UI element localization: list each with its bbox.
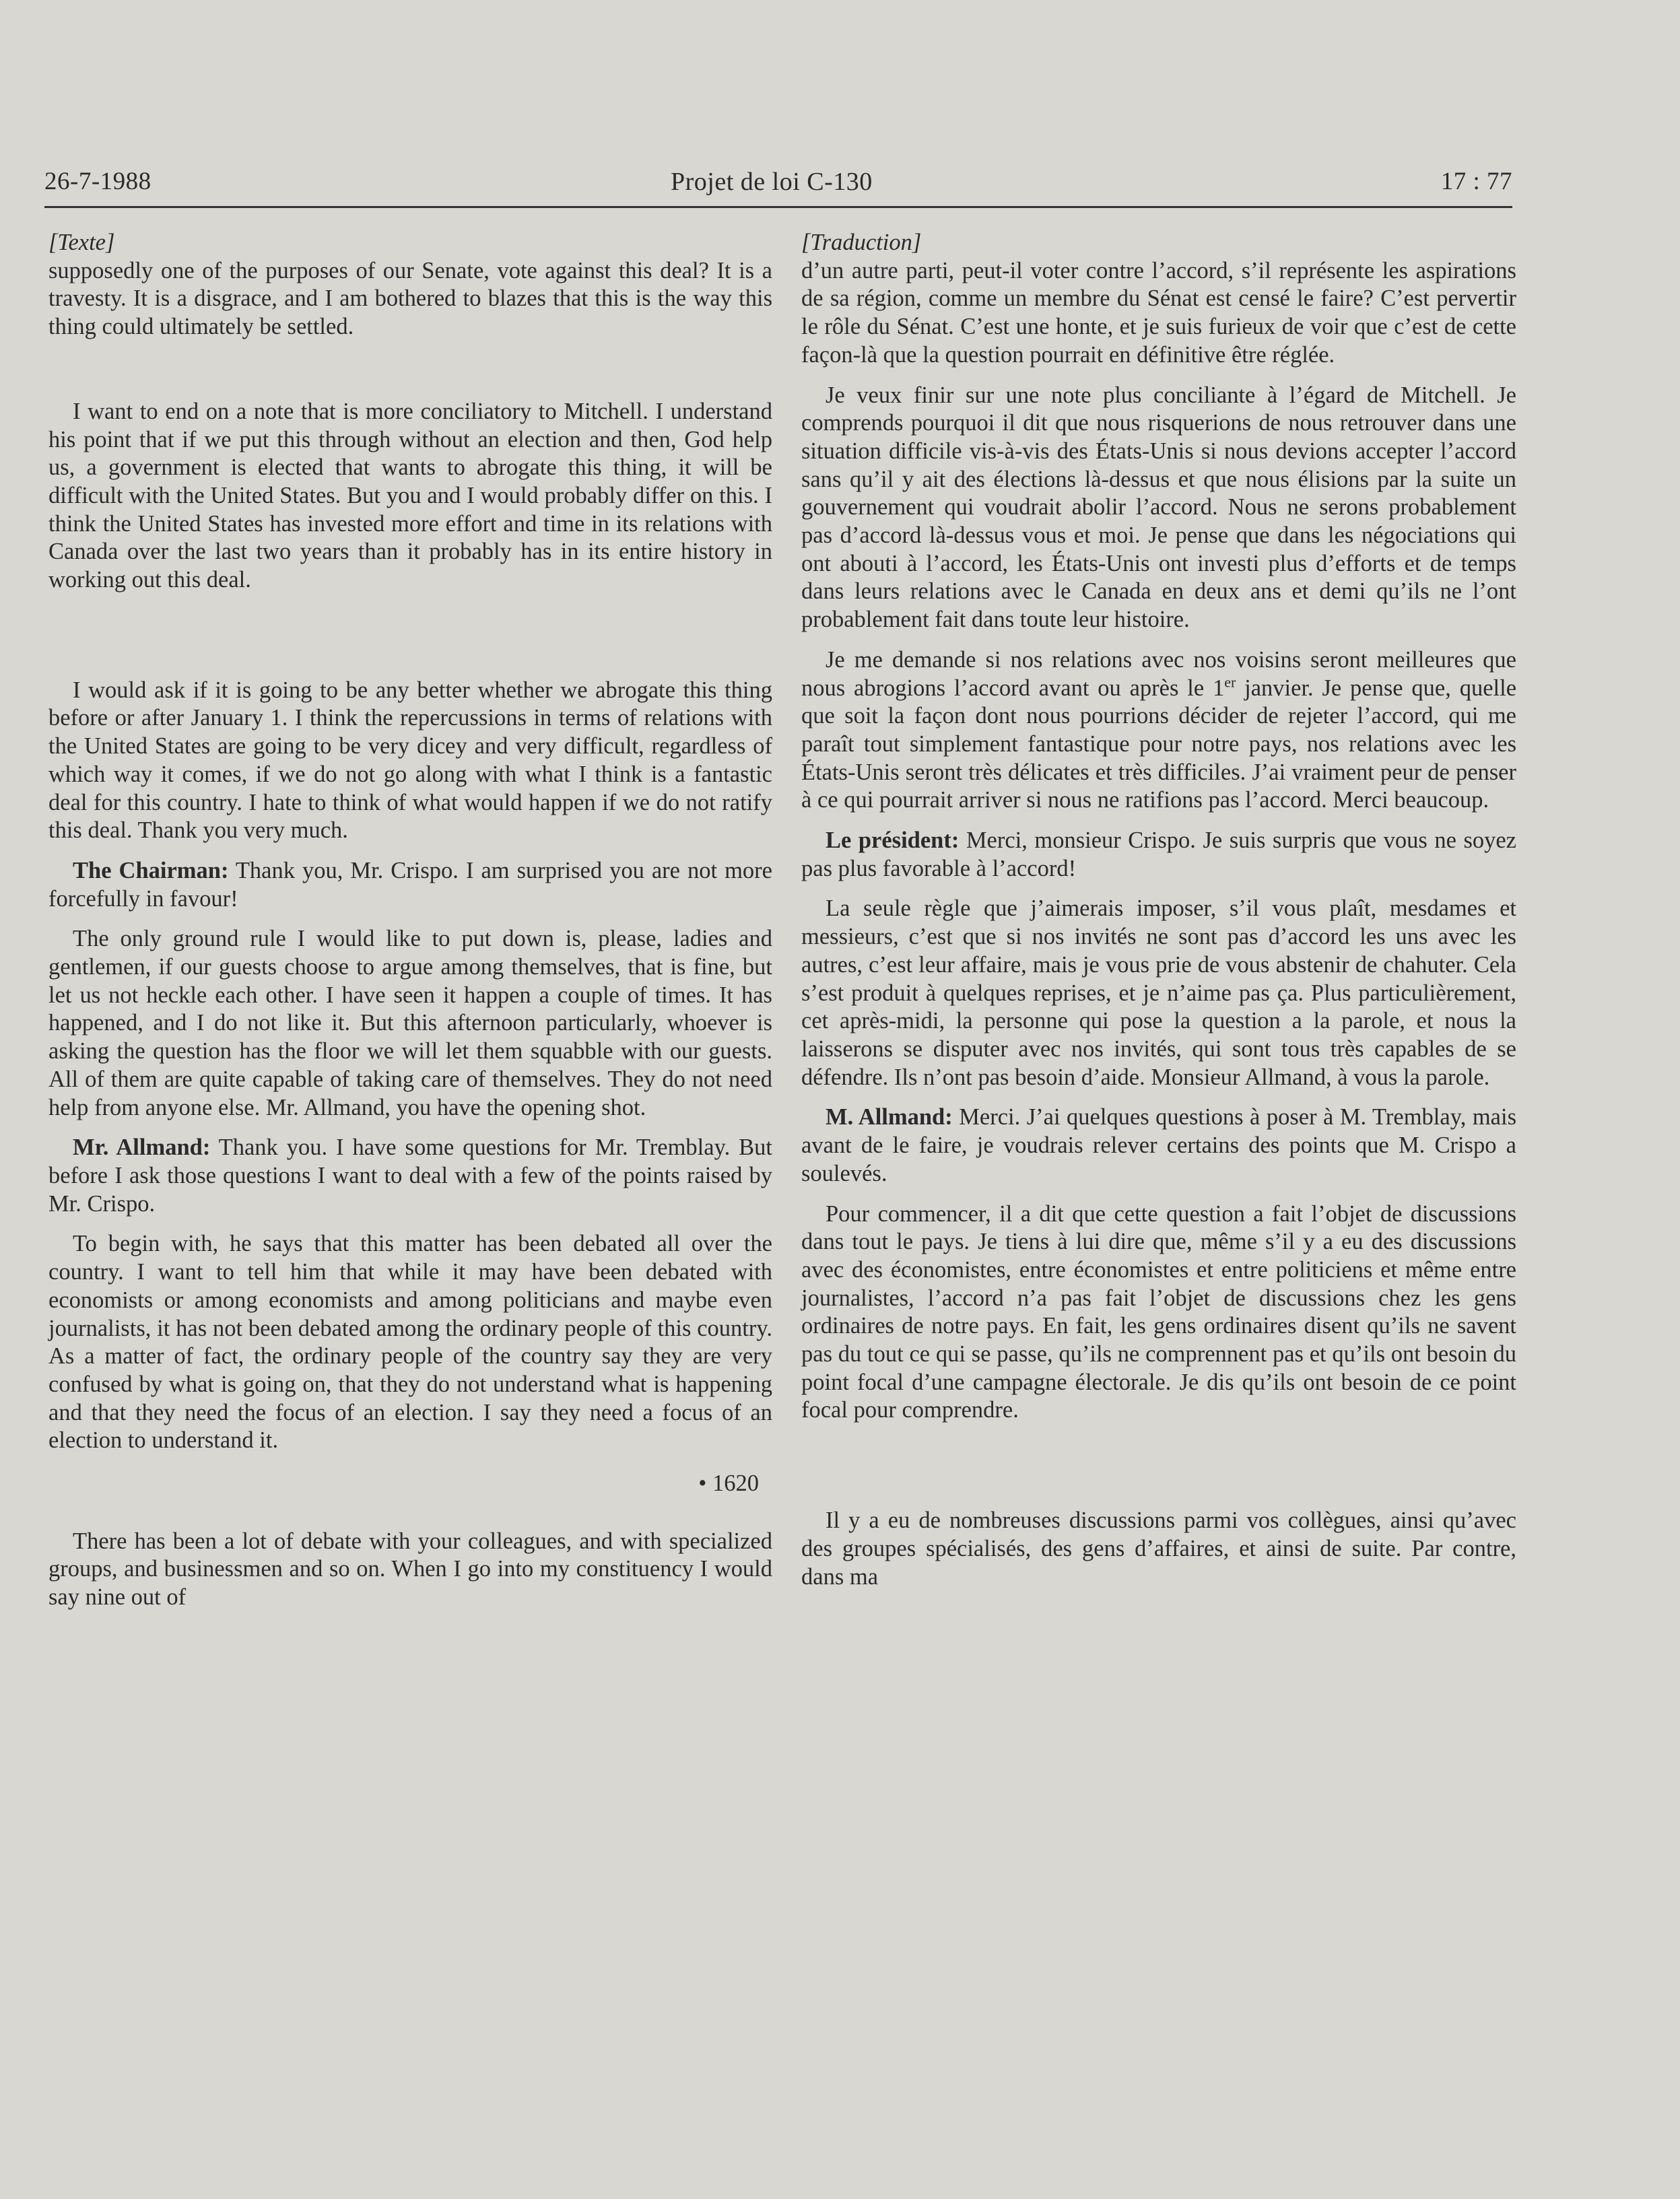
paragraph: Il y a eu de nombreuses discussions parmi vos collègues, ainsi qu’avec des groupes spécialisés, des gens d’affaires, et ainsi de suite. Par contre, dans ma (801, 1508, 1516, 1590)
section-tag: [Traduction] (801, 230, 922, 255)
paragraph: Je veux finir sur une note plus conciliante à l’égard de Mitchell. Je comprends pourquoi il dit que nous risquerions de nous retrouver dans une situation difficile vis-à-vis des États-Unis si nous devions accepter l’accord sans qu’il y ait des élections là-dessus et que nous élisions par la suite un gouvernement qui voudrait abolir l’accord. Nous ne serons probablement pas d’accord là-dessus vous et moi. Je pense que dans les négociations qui ont abouti à l’accord, les États-Unis ont investi plus d’efforts et de temps dans leurs relations avec le Canada en deux ans et demi qu’ils ne l’ont probablement fait dans toute leur histoire. (801, 382, 1516, 633)
paragraph: d’un autre parti, peut-il voter contre l’accord, s’il représente les aspirations de sa région, comme un membre du Sénat est censé le faire? C’est pervertir le rôle du Sénat. C’est une honte, et je suis furieux de voir que c’est de cette façon-là que la question pourrait en définitive être réglée. (801, 257, 1516, 368)
paragraph: supposedly one of the purposes of our Senate, vote against this deal? It is a travesty. It is a disgrace, and I am bothered to blazes that this is the way this thing could ultimately be settled. (48, 257, 772, 340)
speech-text: Merci. J’ai quelques questions à poser à M. Tremblay, mais avant de le faire, je voudrais relever certains des points que M. Crispo a soulevés. (801, 1104, 1516, 1186)
paragraph (48, 857, 772, 913)
speech-text: Je me demande si nos relations avec nos voisins seront meilleures que nous abrogions l’accord avant ou après le 1 (801, 646, 1516, 701)
header-date: 26-7-1988 (44, 168, 152, 195)
paragraph (801, 646, 1516, 815)
speech-text: Thank you. I have some questions for Mr. Tremblay. But before I ask those questions I want to deal with a few of the points raised by Mr. Crispo. (48, 1135, 772, 1217)
speech-text: Thank you, Mr. Crispo. I am surprised you are not more forcefully in favour! (48, 857, 772, 912)
speaker-name: The Chairman: (73, 857, 229, 883)
speech-text: janvier. Je pense que, quelle que soit la façon dont nous pourrions décider de rejeter l’accord, qui me paraît tout simplement fantastique pour notre pays, nos relations avec les États-Unis seront très délicates et très difficiles. J’ai vraiment peur de penser à ce qui pourrait arriver si nous ne ratifions pas l’accord. Merci beaucoup. (801, 675, 1517, 813)
paragraph: To begin with, he says that this matter has been debated all over the country. I want to tell him that while it may have been debated with economists or among economists and among politicians and maybe even journalists, it has not been debated among the ordinary people of this country. As a matter of fact, the ordinary people of the country say they are very confused by what is going on, that they do not understand what is happening and that they need the focus of an election. I say they need a focus of an election to understand it. (48, 1231, 772, 1454)
time-marker: • 1620 (698, 1470, 759, 1497)
paragraph: Pour commencer, il a dit que cette question a fait l’objet de discussions dans tout le pays. Je tiens à lui dire que, même s’il y a eu des discussions avec des économistes, entre économistes et entre politiciens et même entre journalistes, l’accord n’a pas fait l’objet de discussions chez les gens ordinaires de notre pays. En fait, les gens ordinaires disent qu’ils ne savent pas du tout ce qui se passe, qu’ils ne comprennent pas et qu’ils ont besoin du point focal d’une campagne électorale. Je dis qu’ils ont besoin de ce point focal pour comprendre. (801, 1200, 1516, 1423)
paragraph: I would ask if it is going to be any better whether we abrogate this thing before or after January 1. I think the repercussions in terms of relations with the United States are going to be very dicey and very difficult, regardless of which way it comes, if we do not go along with what I think is a fantastic deal for this country. I hate to think of what would happen if we do not ratify this deal. Thank you very much. (48, 677, 772, 844)
speaker-name: Mr. Allmand: (73, 1135, 211, 1161)
header-page-number: 17 : 77 (1440, 168, 1512, 195)
speaker-name: Le président: (826, 827, 960, 854)
speech-text: Merci, monsieur Crispo. Je suis surpris que vous ne soyez pas plus favorable à l’accord! (801, 827, 1516, 881)
paragraph (801, 1104, 1516, 1188)
right-column-french (801, 229, 1516, 1591)
paragraph (48, 1134, 772, 1218)
header-rule (44, 206, 1512, 208)
paragraph (801, 827, 1516, 883)
left-column-english (48, 229, 772, 1612)
speaker-name: M. Allmand: (826, 1104, 953, 1130)
superscript: er (1224, 673, 1236, 691)
section-tag: [Texte] (48, 230, 115, 255)
paragraph: The only ground rule I would like to put down is, please, ladies and gentlemen, if our guests choose to argue among themselves, that is fine, but let us not heckle each other. I have seen it happen a couple of times. It has happened, and I do not like it. But this afternoon particularly, whoever is asking the question has the floor we will let them squabble with our guests. All of them are quite capable of taking care of themselves. They do not need help from anyone else. Mr. Allmand, you have the opening shot. (48, 926, 772, 1120)
paragraph: There has been a lot of debate with your colleagues, and with specialized groups, and businessmen and so on. When I go into my constituency I would say nine out of (48, 1528, 772, 1611)
header-title: Projet de loi C-130 (671, 168, 873, 196)
paragraph: I want to end on a note that is more conciliatory to Mitchell. I understand his point that if we put this through without an election and then, God help us, a government is elected that wants to abrogate this thing, it will be difficult with the United States. But you and I would probably differ on this. I think the United States has invested more effort and time in its relations with Canada over the last two years than it probably has in its entire history in working out this deal. (48, 398, 772, 593)
page-header (44, 167, 1512, 207)
paragraph: La seule règle que j’aimerais imposer, s’il vous plaît, mesdames et messieurs, c’est que si nos invités ne sont pas d’accord les uns avec les autres, c’est leur affaire, mais je vous prie de vous abstenir de chahuter. Cela s’est produit à quelques reprises, et je n’aime pas ça. Plus particulièrement, cet après-midi, la personne qui pose la question a la parole, et nous la laisserons se disputer avec nos invités, qui sont tous très capables de se défendre. Ils n’ont pas besoin d’aide. Monsieur Allmand, à vous la parole. (801, 895, 1516, 1090)
